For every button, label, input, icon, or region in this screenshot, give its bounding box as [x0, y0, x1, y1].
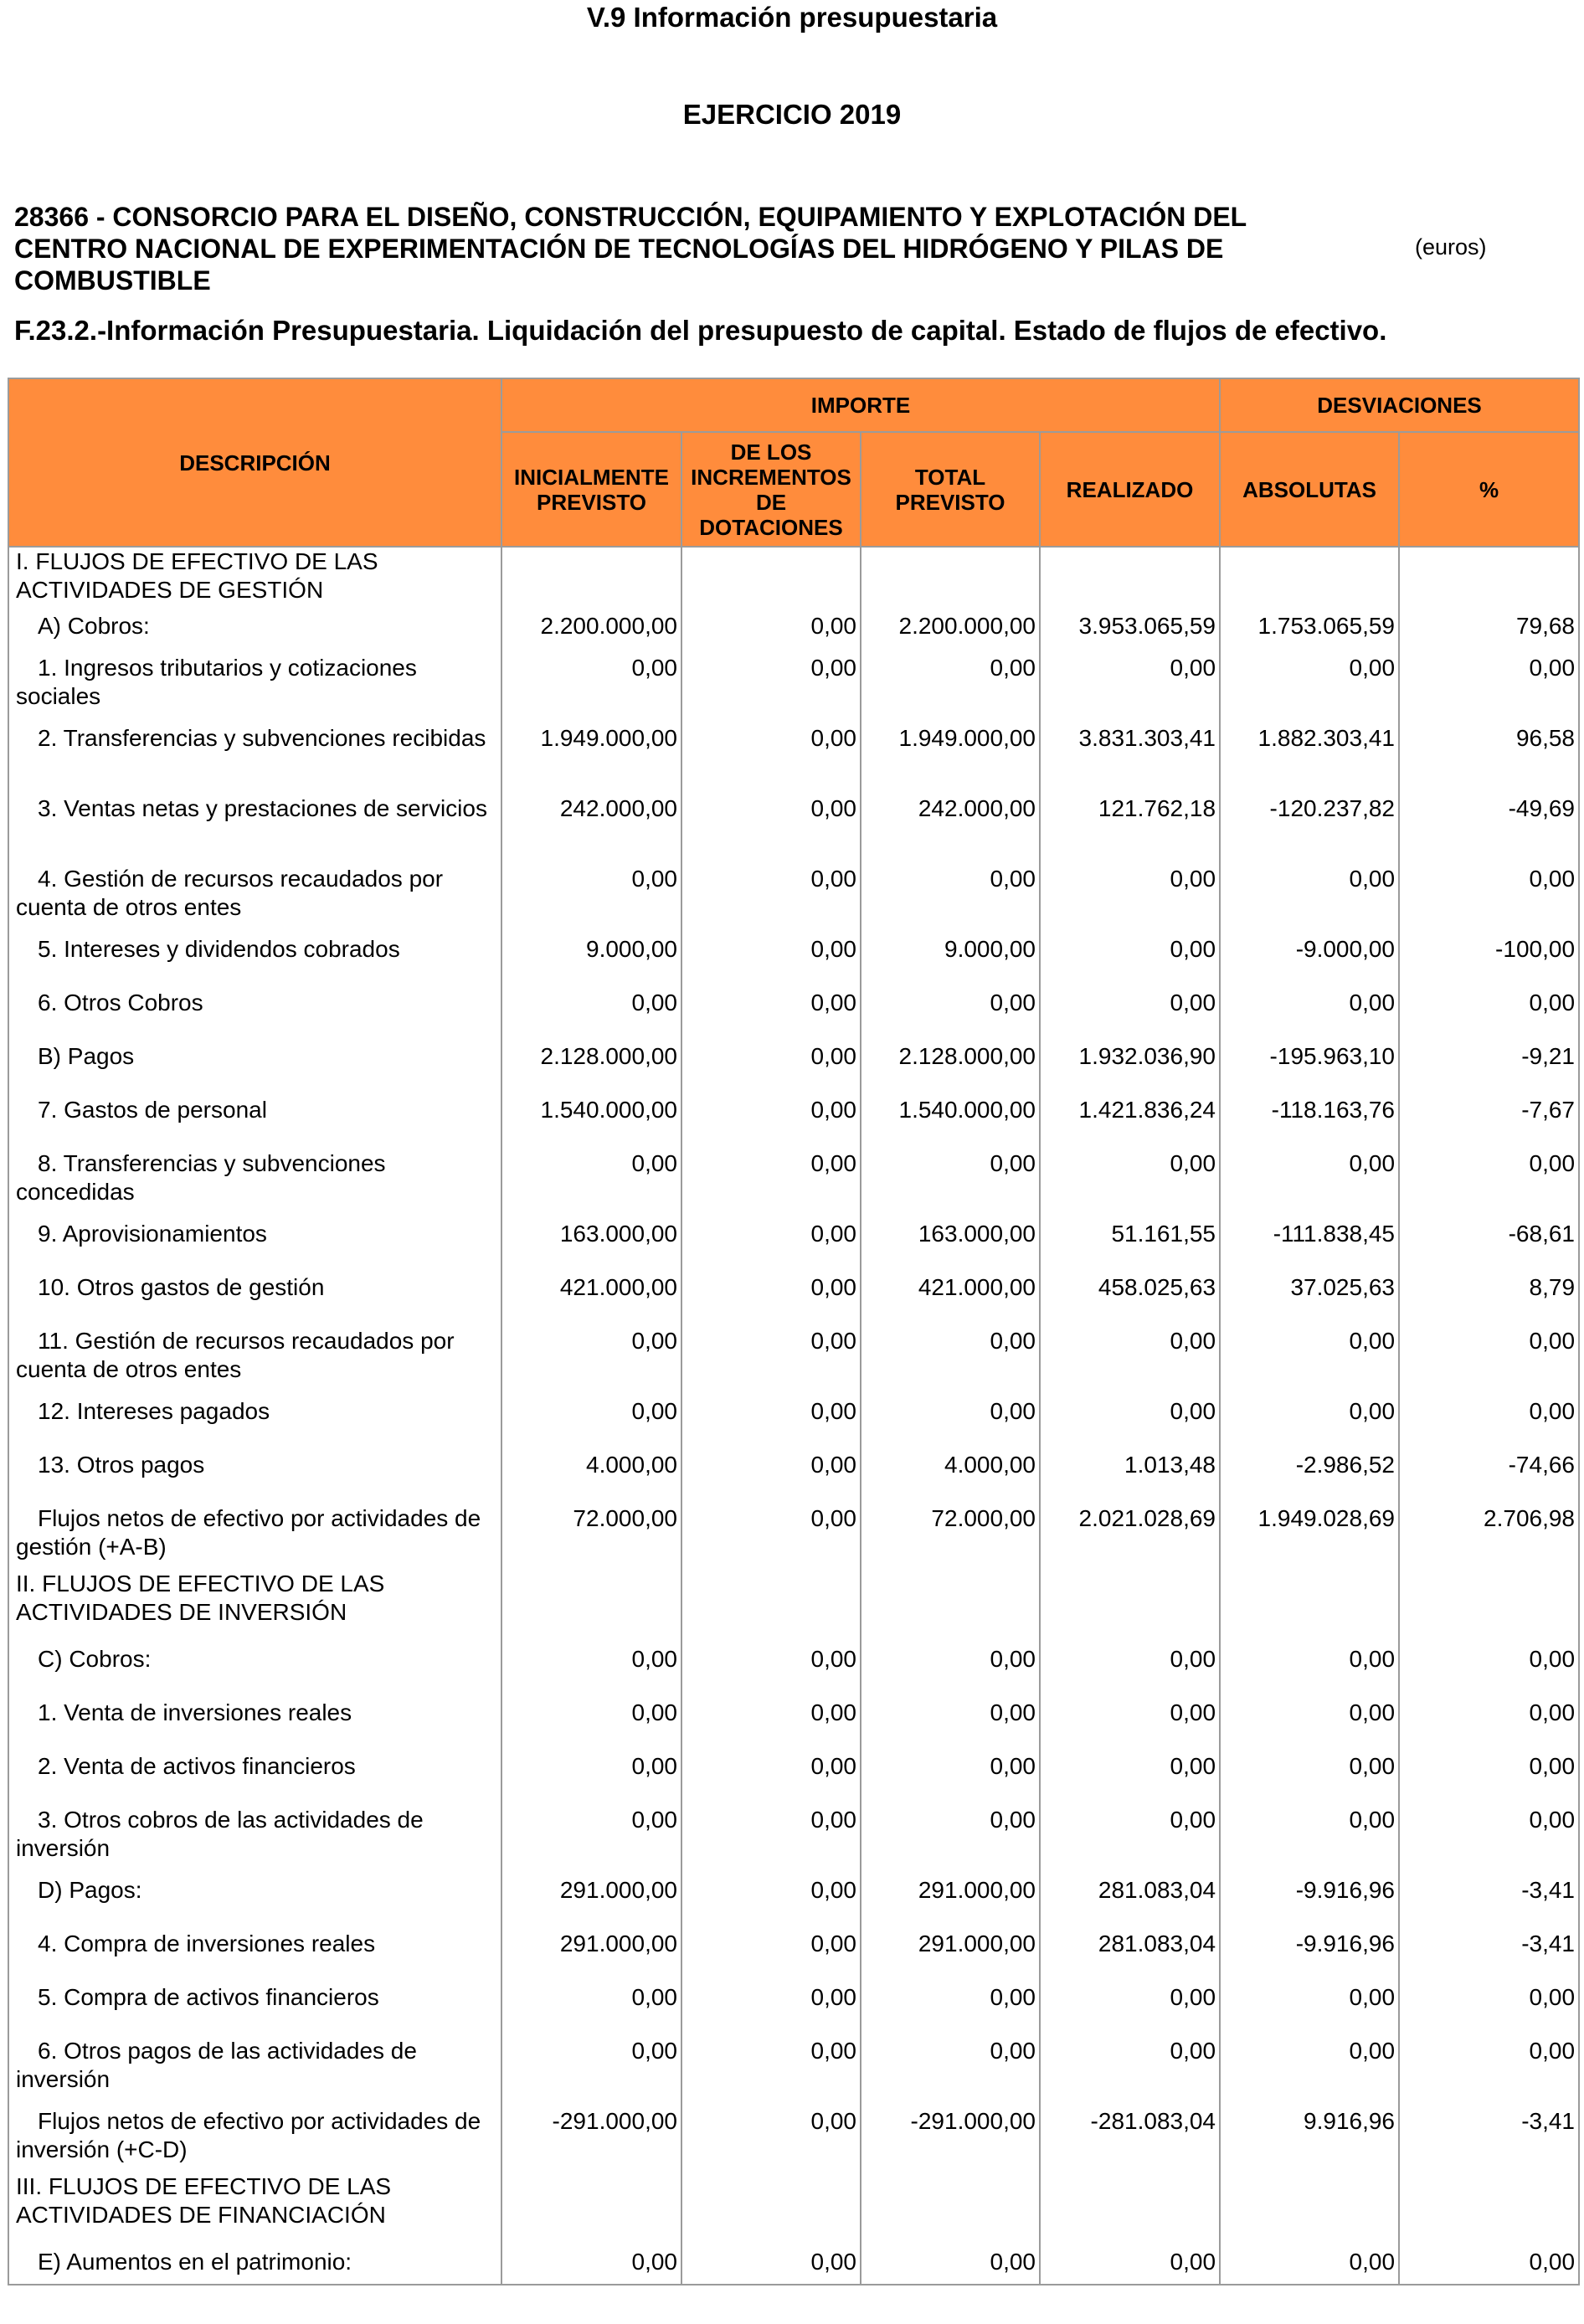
row-description: Flujos netos de efectivo por actividades de gestión (+A-B) — [8, 1499, 501, 1570]
cell-realizado — [1040, 2172, 1220, 2243]
cell-realizado: -281.083,04 — [1040, 2102, 1220, 2172]
section-title: V.9 Información presupuestaria — [586, 2, 998, 33]
cell-absolutas: 37.025,63 — [1220, 1268, 1399, 1322]
cell-pct: 0,00 — [1399, 984, 1579, 1037]
cell-absolutas: 1.753.065,59 — [1220, 607, 1399, 649]
table-row — [8, 1871, 1579, 1925]
cell-pct: 0,00 — [1399, 1322, 1579, 1392]
cell-pct: 0,00 — [1399, 2032, 1579, 2102]
row-description: C) Cobros: — [8, 1640, 501, 1694]
table-row — [8, 1801, 1579, 1871]
cell-total: 0,00 — [861, 1144, 1040, 1215]
cell-total: 0,00 — [861, 1392, 1040, 1446]
row-description: 8. Transferencias y subvenciones concedidas — [8, 1144, 501, 1215]
cell-incrementos: 0,00 — [681, 1871, 861, 1925]
cell-total: 163.000,00 — [861, 1215, 1040, 1268]
cell-absolutas — [1220, 2172, 1399, 2243]
cell-inicialmente: 291.000,00 — [501, 1925, 681, 1978]
table-row — [8, 719, 1579, 789]
cell-absolutas: 0,00 — [1220, 1640, 1399, 1694]
cell-realizado: 0,00 — [1040, 1640, 1220, 1694]
cell-absolutas: -9.000,00 — [1220, 930, 1399, 984]
cell-incrementos: 0,00 — [681, 1144, 861, 1215]
table-row — [8, 1640, 1579, 1694]
cell-absolutas: 1.949.028,69 — [1220, 1499, 1399, 1570]
cell-total: 0,00 — [861, 860, 1040, 930]
cell-absolutas: -9.916,96 — [1220, 1871, 1399, 1925]
cell-incrementos: 0,00 — [681, 1925, 861, 1978]
cell-absolutas — [1220, 1570, 1399, 1640]
cell-total: 0,00 — [861, 1978, 1040, 2032]
cell-total: 242.000,00 — [861, 789, 1040, 860]
row-description: 3. Ventas netas y prestaciones de servicios — [8, 789, 501, 860]
cell-inicialmente: 163.000,00 — [501, 1215, 681, 1268]
cell-pct: 96,58 — [1399, 719, 1579, 789]
cell-realizado: 0,00 — [1040, 649, 1220, 719]
cash-flow-table — [8, 378, 1580, 2285]
header-incrementos-dotaciones: DE LOS INCREMENTOS DE DOTACIONES — [681, 432, 861, 547]
cell-inicialmente: 0,00 — [501, 860, 681, 930]
cell-incrementos: 0,00 — [681, 1801, 861, 1871]
cell-inicialmente: 1.540.000,00 — [501, 1091, 681, 1144]
cell-realizado: 281.083,04 — [1040, 1871, 1220, 1925]
cell-incrementos: 0,00 — [681, 984, 861, 1037]
cell-total: 291.000,00 — [861, 1871, 1040, 1925]
fiscal-year-title: EJERCICIO 2019 — [682, 99, 902, 130]
cell-realizado: 2.021.028,69 — [1040, 1499, 1220, 1570]
header-porcentaje: % — [1399, 432, 1579, 547]
cell-absolutas: 0,00 — [1220, 860, 1399, 930]
row-description: 1. Venta de inversiones reales — [8, 1694, 501, 1747]
row-description: E) Aumentos en el patrimonio: — [8, 2243, 501, 2285]
cell-incrementos: 0,00 — [681, 1322, 861, 1392]
cell-pct: -74,66 — [1399, 1446, 1579, 1499]
row-description: Flujos netos de efectivo por actividades de inversión (+C-D) — [8, 2102, 501, 2172]
row-description: III. FLUJOS DE EFECTIVO DE LAS ACTIVIDADES DE FINANCIACIÓN — [8, 2172, 501, 2243]
cell-total: 0,00 — [861, 2032, 1040, 2102]
cell-pct: 8,79 — [1399, 1268, 1579, 1322]
cell-absolutas: 0,00 — [1220, 1694, 1399, 1747]
header-realizado: REALIZADO — [1040, 432, 1220, 547]
cell-incrementos: 0,00 — [681, 719, 861, 789]
cell-realizado: 1.013,48 — [1040, 1446, 1220, 1499]
cell-total: 2.200.000,00 — [861, 607, 1040, 649]
cell-total: 291.000,00 — [861, 1925, 1040, 1978]
table-row — [8, 1499, 1579, 1570]
table-row — [8, 789, 1579, 860]
section-row — [8, 1570, 1579, 1640]
cell-absolutas: 0,00 — [1220, 1144, 1399, 1215]
cell-realizado: 0,00 — [1040, 860, 1220, 930]
cell-inicialmente — [501, 547, 681, 607]
header-inicialmente-previsto: INICIALMENTE PREVISTO — [501, 432, 681, 547]
cell-total: 2.128.000,00 — [861, 1037, 1040, 1091]
table-row — [8, 1268, 1579, 1322]
cell-incrementos: 0,00 — [681, 789, 861, 860]
row-description: 11. Gestión de recursos recaudados por cuenta de otros entes — [8, 1322, 501, 1392]
cell-realizado: 281.083,04 — [1040, 1925, 1220, 1978]
cell-incrementos: 0,00 — [681, 1640, 861, 1694]
row-description: D) Pagos: — [8, 1871, 501, 1925]
cell-incrementos: 0,00 — [681, 2032, 861, 2102]
cell-incrementos — [681, 1570, 861, 1640]
row-description: 6. Otros pagos de las actividades de inversión — [8, 2032, 501, 2102]
cell-pct: -9,21 — [1399, 1037, 1579, 1091]
cell-absolutas: -195.963,10 — [1220, 1037, 1399, 1091]
cell-inicialmente: 0,00 — [501, 1144, 681, 1215]
cell-incrementos: 0,00 — [681, 2102, 861, 2172]
cell-pct: -3,41 — [1399, 1871, 1579, 1925]
cell-absolutas: 0,00 — [1220, 1322, 1399, 1392]
table-row — [8, 930, 1579, 984]
row-description: 4. Compra de inversiones reales — [8, 1925, 501, 1978]
cell-total: 9.000,00 — [861, 930, 1040, 984]
cell-incrementos: 0,00 — [681, 1392, 861, 1446]
header-descripcion: DESCRIPCIÓN — [8, 378, 501, 547]
cell-pct: 0,00 — [1399, 2243, 1579, 2285]
cell-realizado: 0,00 — [1040, 2243, 1220, 2285]
table-row — [8, 1925, 1579, 1978]
cell-incrementos: 0,00 — [681, 1037, 861, 1091]
cell-realizado: 0,00 — [1040, 1978, 1220, 2032]
cell-inicialmente: 0,00 — [501, 1322, 681, 1392]
cell-inicialmente: 2.128.000,00 — [501, 1037, 681, 1091]
cell-pct: 0,00 — [1399, 1640, 1579, 1694]
cell-pct: -3,41 — [1399, 2102, 1579, 2172]
cell-pct: 0,00 — [1399, 1801, 1579, 1871]
cell-pct: 0,00 — [1399, 1694, 1579, 1747]
cell-absolutas: -118.163,76 — [1220, 1091, 1399, 1144]
cell-realizado — [1040, 547, 1220, 607]
cell-inicialmente: 0,00 — [501, 2243, 681, 2285]
cell-realizado: 3.831.303,41 — [1040, 719, 1220, 789]
cell-inicialmente: -291.000,00 — [501, 2102, 681, 2172]
cell-incrementos: 0,00 — [681, 2243, 861, 2285]
cell-pct — [1399, 547, 1579, 607]
cell-realizado: 0,00 — [1040, 1694, 1220, 1747]
cell-pct: 0,00 — [1399, 1144, 1579, 1215]
cell-inicialmente: 0,00 — [501, 1694, 681, 1747]
cell-total: 72.000,00 — [861, 1499, 1040, 1570]
table-row — [8, 2243, 1579, 2285]
cell-pct: 0,00 — [1399, 649, 1579, 719]
cell-inicialmente: 242.000,00 — [501, 789, 681, 860]
cell-realizado: 0,00 — [1040, 984, 1220, 1037]
cell-inicialmente: 0,00 — [501, 1978, 681, 2032]
table-row — [8, 1978, 1579, 2032]
cell-absolutas — [1220, 547, 1399, 607]
cell-realizado: 458.025,63 — [1040, 1268, 1220, 1322]
row-description: 2. Transferencias y subvenciones recibidas — [8, 719, 501, 789]
section-row — [8, 547, 1579, 607]
cell-total: 0,00 — [861, 1694, 1040, 1747]
row-description: I. FLUJOS DE EFECTIVO DE LAS ACTIVIDADES DE GESTIÓN — [8, 547, 501, 607]
cell-realizado — [1040, 1570, 1220, 1640]
cell-inicialmente: 0,00 — [501, 984, 681, 1037]
cell-pct: -49,69 — [1399, 789, 1579, 860]
row-description: 13. Otros pagos — [8, 1446, 501, 1499]
cell-inicialmente: 0,00 — [501, 1747, 681, 1801]
cell-total: 0,00 — [861, 1640, 1040, 1694]
cell-pct: 0,00 — [1399, 860, 1579, 930]
table-row — [8, 1694, 1579, 1747]
cell-incrementos — [681, 547, 861, 607]
cell-incrementos: 0,00 — [681, 930, 861, 984]
cell-realizado: 1.932.036,90 — [1040, 1037, 1220, 1091]
cell-total: 1.540.000,00 — [861, 1091, 1040, 1144]
cell-total — [861, 1570, 1040, 1640]
cell-pct: 79,68 — [1399, 607, 1579, 649]
cell-inicialmente: 4.000,00 — [501, 1446, 681, 1499]
cell-inicialmente: 0,00 — [501, 1640, 681, 1694]
cell-realizado: 0,00 — [1040, 1392, 1220, 1446]
table-row — [8, 1446, 1579, 1499]
cell-realizado: 121.762,18 — [1040, 789, 1220, 860]
cell-absolutas: 0,00 — [1220, 2243, 1399, 2285]
cell-pct: 0,00 — [1399, 1978, 1579, 2032]
cell-inicialmente: 0,00 — [501, 2032, 681, 2102]
cell-inicialmente: 9.000,00 — [501, 930, 681, 984]
cell-inicialmente: 2.200.000,00 — [501, 607, 681, 649]
cell-realizado: 0,00 — [1040, 1322, 1220, 1392]
cell-incrementos: 0,00 — [681, 860, 861, 930]
cell-pct — [1399, 1570, 1579, 1640]
cell-inicialmente: 421.000,00 — [501, 1268, 681, 1322]
report-subtitle: F.23.2.-Información Presupuestaria. Liquidación del presupuesto de capital. Estado de flujos de efectivo. — [14, 315, 1387, 346]
cell-inicialmente: 72.000,00 — [501, 1499, 681, 1570]
cell-absolutas: 0,00 — [1220, 1978, 1399, 2032]
cell-realizado: 1.421.836,24 — [1040, 1091, 1220, 1144]
cell-inicialmente: 0,00 — [501, 1801, 681, 1871]
row-description: 4. Gestión de recursos recaudados por cuenta de otros entes — [8, 860, 501, 930]
cell-inicialmente: 0,00 — [501, 1392, 681, 1446]
cell-pct: 0,00 — [1399, 1392, 1579, 1446]
cell-incrementos — [681, 2172, 861, 2243]
cell-realizado: 0,00 — [1040, 2032, 1220, 2102]
cell-incrementos: 0,00 — [681, 1091, 861, 1144]
cell-total: 1.949.000,00 — [861, 719, 1040, 789]
row-description: II. FLUJOS DE EFECTIVO DE LAS ACTIVIDADES DE INVERSIÓN — [8, 1570, 501, 1640]
header-absolutas: ABSOLUTAS — [1220, 432, 1399, 547]
cell-absolutas: -2.986,52 — [1220, 1446, 1399, 1499]
row-description: 5. Intereses y dividendos cobrados — [8, 930, 501, 984]
cell-realizado: 51.161,55 — [1040, 1215, 1220, 1268]
cell-total: 0,00 — [861, 649, 1040, 719]
table-row — [8, 2032, 1579, 2102]
row-description: 2. Venta de activos financieros — [8, 1747, 501, 1801]
row-description: 12. Intereses pagados — [8, 1392, 501, 1446]
cell-total: 0,00 — [861, 984, 1040, 1037]
table-row — [8, 1322, 1579, 1392]
cell-pct — [1399, 2172, 1579, 2243]
cell-absolutas: 9.916,96 — [1220, 2102, 1399, 2172]
cell-total: 4.000,00 — [861, 1446, 1040, 1499]
cell-realizado: 0,00 — [1040, 1801, 1220, 1871]
cell-pct: -7,67 — [1399, 1091, 1579, 1144]
cell-total: 0,00 — [861, 2243, 1040, 2285]
header-desviaciones: DESVIACIONES — [1220, 378, 1579, 432]
header-importe: IMPORTE — [501, 378, 1220, 432]
cell-incrementos: 0,00 — [681, 1747, 861, 1801]
header-total-previsto: TOTAL PREVISTO — [861, 432, 1040, 547]
cell-incrementos: 0,00 — [681, 1446, 861, 1499]
cell-incrementos: 0,00 — [681, 649, 861, 719]
row-description: A) Cobros: — [8, 607, 501, 649]
currency-unit: (euros) — [1415, 234, 1487, 260]
cell-inicialmente: 0,00 — [501, 649, 681, 719]
cell-inicialmente: 291.000,00 — [501, 1871, 681, 1925]
cell-inicialmente — [501, 2172, 681, 2243]
cell-pct: 2.706,98 — [1399, 1499, 1579, 1570]
row-description: B) Pagos — [8, 1037, 501, 1091]
cell-absolutas: -9.916,96 — [1220, 1925, 1399, 1978]
row-description: 6. Otros Cobros — [8, 984, 501, 1037]
table-row — [8, 2102, 1579, 2172]
cell-total: 0,00 — [861, 1322, 1040, 1392]
cell-incrementos: 0,00 — [681, 1215, 861, 1268]
cell-pct: -3,41 — [1399, 1925, 1579, 1978]
cell-absolutas: -120.237,82 — [1220, 789, 1399, 860]
cell-total — [861, 547, 1040, 607]
cell-incrementos: 0,00 — [681, 1978, 861, 2032]
cell-total: -291.000,00 — [861, 2102, 1040, 2172]
cell-absolutas: 0,00 — [1220, 649, 1399, 719]
cell-absolutas: 0,00 — [1220, 1747, 1399, 1801]
cell-realizado: 0,00 — [1040, 930, 1220, 984]
cell-incrementos: 0,00 — [681, 1268, 861, 1322]
cell-total: 0,00 — [861, 1747, 1040, 1801]
cell-realizado: 0,00 — [1040, 1144, 1220, 1215]
cell-absolutas: 0,00 — [1220, 2032, 1399, 2102]
cell-pct: -100,00 — [1399, 930, 1579, 984]
cell-absolutas: 1.882.303,41 — [1220, 719, 1399, 789]
cell-inicialmente: 1.949.000,00 — [501, 719, 681, 789]
table-row — [8, 1392, 1579, 1446]
table-body — [8, 547, 1579, 2285]
cell-total: 0,00 — [861, 1801, 1040, 1871]
row-description: 10. Otros gastos de gestión — [8, 1268, 501, 1322]
cell-absolutas: 0,00 — [1220, 1801, 1399, 1871]
cell-realizado: 0,00 — [1040, 1747, 1220, 1801]
cell-incrementos: 0,00 — [681, 607, 861, 649]
section-row — [8, 2172, 1579, 2243]
row-description: 9. Aprovisionamientos — [8, 1215, 501, 1268]
row-description: 1. Ingresos tributarios y cotizaciones sociales — [8, 649, 501, 719]
table-row — [8, 1215, 1579, 1268]
cell-pct: -68,61 — [1399, 1215, 1579, 1268]
table-row — [8, 1747, 1579, 1801]
cell-incrementos: 0,00 — [681, 1499, 861, 1570]
cell-incrementos: 0,00 — [681, 1694, 861, 1747]
row-description: 7. Gastos de personal — [8, 1091, 501, 1144]
cell-absolutas: -111.838,45 — [1220, 1215, 1399, 1268]
table-row — [8, 607, 1579, 649]
cell-realizado: 3.953.065,59 — [1040, 607, 1220, 649]
cell-absolutas: 0,00 — [1220, 1392, 1399, 1446]
table-row — [8, 984, 1579, 1037]
cell-absolutas: 0,00 — [1220, 984, 1399, 1037]
table-row — [8, 1037, 1579, 1091]
cell-total — [861, 2172, 1040, 2243]
cell-pct: 0,00 — [1399, 1747, 1579, 1801]
row-description: 5. Compra de activos financieros — [8, 1978, 501, 2032]
table-row — [8, 1144, 1579, 1215]
table-row — [8, 860, 1579, 930]
entity-name: 28366 - CONSORCIO PARA EL DISEÑO, CONSTRUCCIÓN, EQUIPAMIENTO Y EXPLOTACIÓN DEL CENTRO NACIONAL DE EXPERIMENTACIÓN DE TECNOLOGÍAS DEL HIDRÓGENO Y PILAS DE COMBUSTIBLE — [14, 202, 1247, 296]
cell-total: 421.000,00 — [861, 1268, 1040, 1322]
table-row — [8, 1091, 1579, 1144]
row-description: 3. Otros cobros de las actividades de inversión — [8, 1801, 501, 1871]
table-row — [8, 649, 1579, 719]
cell-inicialmente — [501, 1570, 681, 1640]
